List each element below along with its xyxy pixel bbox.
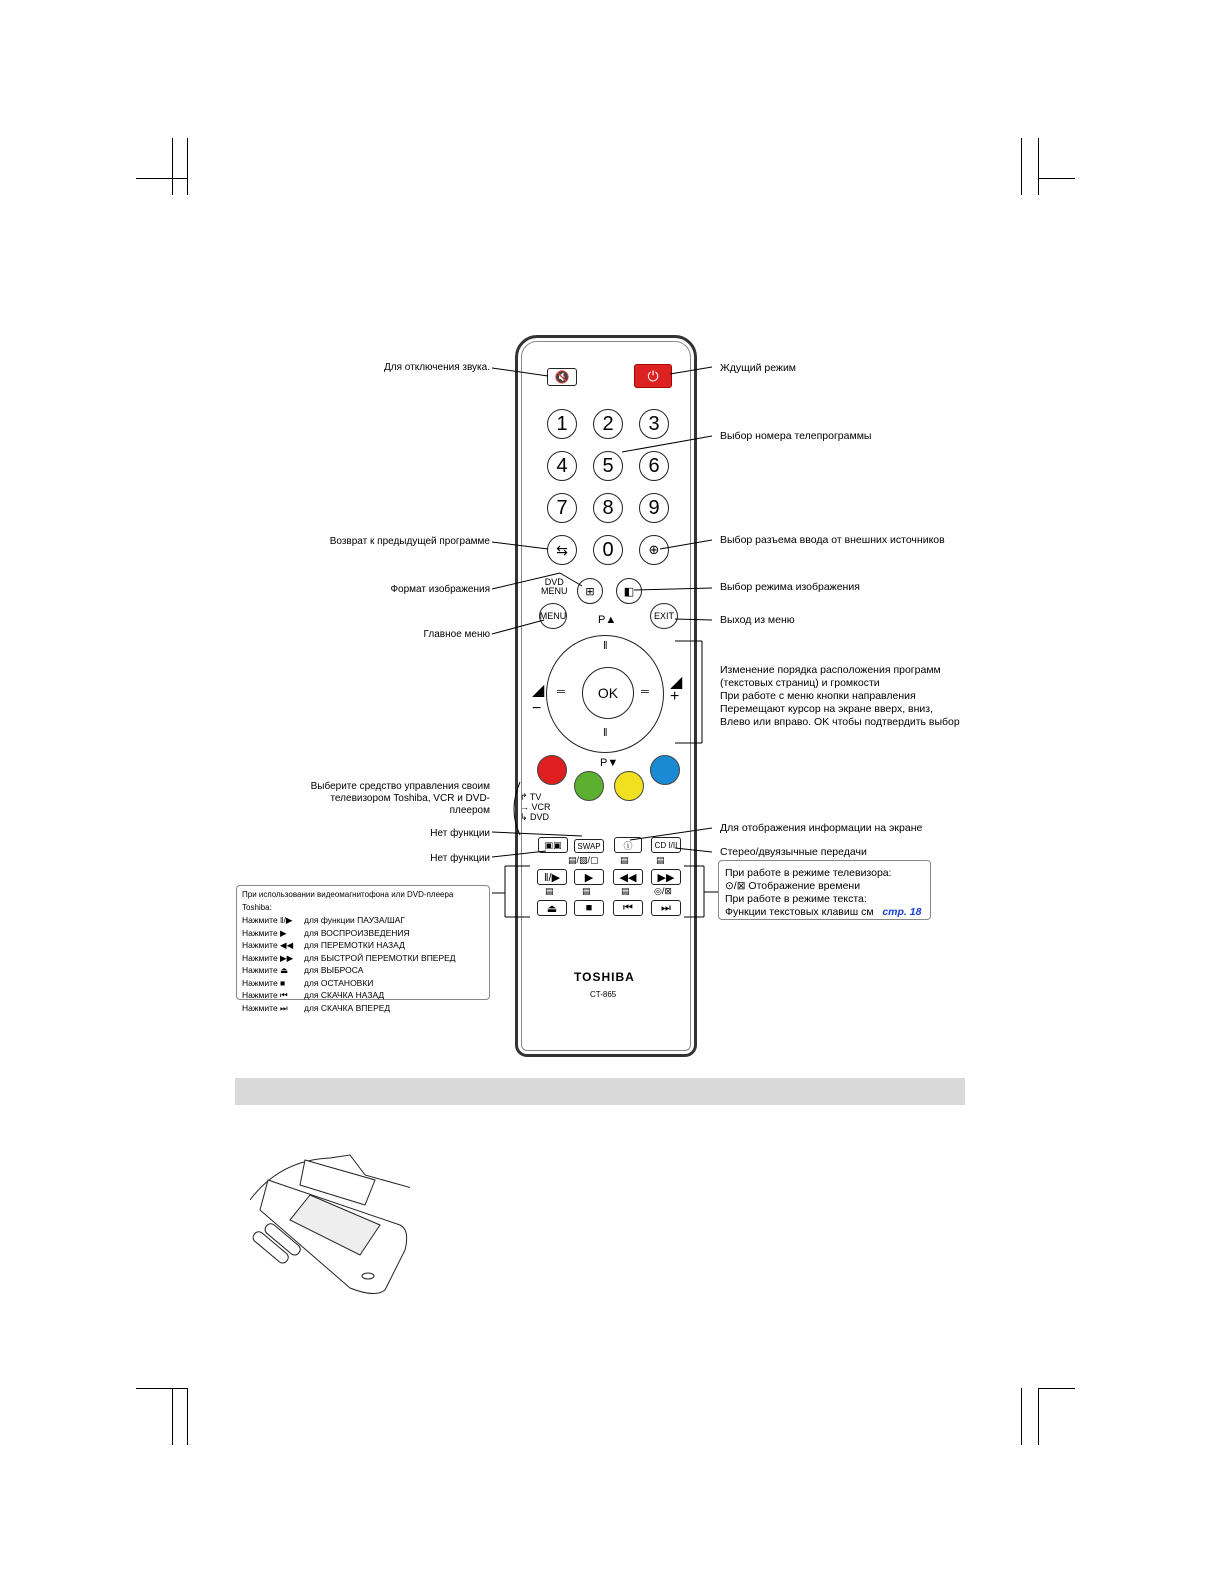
- text-icon: ◎/⊠: [654, 886, 672, 896]
- label-picture-mode: Выбор режима изображения: [720, 581, 860, 593]
- label-exit-menu: Выход из меню: [720, 614, 795, 626]
- vcr-box-title: При использовании видеомагнитофона или DVD-плеера Toshiba:: [242, 890, 454, 912]
- num-6-button[interactable]: 6: [639, 451, 669, 481]
- battery-illustration: [240, 1150, 410, 1295]
- vcr-row-func: для БЫСТРОЙ ПЕРЕМОТКИ ВПЕРЕД: [304, 952, 456, 963]
- tv-text-mode-box: [718, 860, 931, 920]
- power-icon: ⏻: [647, 367, 659, 384]
- text-icon: ▤: [620, 855, 629, 865]
- model-label: CT-865: [590, 990, 617, 999]
- nav-right-button[interactable]: ═: [641, 686, 649, 698]
- exit-button[interactable]: EXIT: [650, 603, 678, 629]
- p-up-label: P▲: [598, 614, 617, 626]
- vcr-row: [242, 1002, 484, 1015]
- vcr-row-func: для ОСТАНОВКИ: [304, 977, 374, 988]
- vcr-row: [242, 964, 484, 977]
- num-8-button[interactable]: 8: [593, 493, 623, 523]
- stereo-button[interactable]: CD I/II: [651, 837, 681, 853]
- eject-button[interactable]: ⏏: [537, 900, 567, 916]
- label-select-device: Выберите средство управления своим телевизором Toshiba, VCR и DVD- плеером: [310, 781, 490, 816]
- menu-button[interactable]: MENU: [539, 603, 567, 629]
- num-1-button[interactable]: 1: [547, 409, 577, 439]
- vcr-row: [242, 989, 484, 1002]
- swap-button[interactable]: SWAP: [574, 839, 604, 853]
- vcr-row-func: для ВОСПРОИЗВЕДЕНИЯ: [304, 927, 410, 938]
- brand-logo: TOSHIBA: [574, 970, 635, 984]
- num-9-button[interactable]: 9: [639, 493, 669, 523]
- vcr-row: [242, 977, 484, 990]
- label-no-function-1: Нет функции: [430, 828, 490, 839]
- text-icon: ▤: [656, 855, 665, 865]
- num-5-button[interactable]: 5: [593, 451, 623, 481]
- label-stereo: Стерео/двуязычные передачи: [720, 846, 867, 858]
- vcr-row-func: для функции ПАУЗА/ШАГ: [304, 915, 406, 925]
- info-button[interactable]: ⓘ: [614, 837, 642, 853]
- stop-button[interactable]: ■: [574, 900, 604, 916]
- vcr-row-press: Нажмите ⏭: [242, 1002, 288, 1013]
- label-main-menu: Главное меню: [423, 629, 490, 640]
- vcr-row-press: Нажмите ⏏: [242, 965, 289, 975]
- ok-button[interactable]: OK: [582, 667, 634, 719]
- input-button[interactable]: ⊕: [639, 535, 669, 565]
- text-icon: ▤: [621, 886, 630, 896]
- skip-back-button[interactable]: ⏮: [613, 900, 643, 916]
- tv-box-line: При работе в режиме телевизора:: [725, 867, 892, 879]
- text-icon: ▤: [582, 886, 591, 896]
- vcr-row: [242, 952, 484, 965]
- prev-program-button[interactable]: ⇆: [547, 535, 577, 565]
- text-mode-icons: ▤/▧/▢: [568, 855, 599, 865]
- mode-tv: ↱ TV: [520, 792, 542, 802]
- vcr-row-press: Нажмите ■: [242, 977, 286, 988]
- vcr-row: [242, 927, 484, 940]
- tv-box-line: При работе в режиме текста:: [725, 893, 867, 905]
- text-icon: ▤: [545, 886, 554, 896]
- vcr-row: [242, 939, 484, 952]
- vcr-row-press: Нажмите ▶▶: [242, 952, 294, 963]
- nav-left-button[interactable]: ═: [557, 686, 565, 698]
- num-3-button[interactable]: 3: [639, 409, 669, 439]
- label-navigation: Изменение порядка расположения программ (текстовых страниц) и громкости При работе с меню кнопки направления Перемещают курсор на экране вверх, вниз, Влево или вправо. OK чтобы подтвердить выбор: [720, 664, 960, 728]
- vol-down-label: ◢ −: [532, 682, 545, 717]
- num-0-button[interactable]: 0: [593, 535, 623, 565]
- p-down-label: P▼: [600, 757, 619, 769]
- pause-step-button[interactable]: ‖/▶: [537, 869, 567, 885]
- num-4-button[interactable]: 4: [547, 451, 577, 481]
- label-format: Формат изображения: [390, 584, 490, 595]
- nav-down-button[interactable]: ‖: [603, 727, 608, 739]
- mode-dvd: ↳ DVD: [520, 812, 550, 822]
- label-input: Выбор разъема ввода от внешних источников: [720, 534, 945, 546]
- mode-vcr: → VCR: [520, 802, 551, 812]
- vcr-row-press: Нажмите ◀◀: [242, 940, 294, 950]
- vcr-row-func: для СКАЧКА НАЗАД: [304, 990, 385, 1000]
- nav-up-button[interactable]: ‖: [603, 640, 608, 652]
- label-prev-program: Возврат к предыдущей программе: [329, 536, 490, 547]
- tv-box-line: ⊙/⊠ Отображение времени: [725, 880, 861, 892]
- picture-mode-button[interactable]: ◧: [616, 578, 642, 604]
- num-7-button[interactable]: 7: [547, 493, 577, 523]
- format-button[interactable]: ⊞: [577, 578, 603, 604]
- rewind-button[interactable]: ◀◀: [613, 869, 643, 885]
- vcr-row: [242, 914, 484, 927]
- vcr-row-func: для ПЕРЕМОТКИ НАЗАД: [304, 940, 405, 950]
- section-bar: [235, 1078, 965, 1105]
- dvd-menu-label: DVD MENU: [541, 577, 568, 596]
- vcr-row-press: Нажмите ‖/▶: [242, 915, 293, 925]
- mute-icon: 🔇: [554, 370, 570, 384]
- page-link[interactable]: стр. 18: [882, 906, 922, 918]
- label-mute: Для отключения звука.: [383, 362, 490, 373]
- vcr-row-func: для СКАЧКА ВПЕРЕД: [304, 1002, 391, 1013]
- label-program-number: Выбор номера телепрограммы: [720, 430, 872, 442]
- play-button[interactable]: ▶: [574, 869, 604, 885]
- fast-forward-button[interactable]: ▶▶: [651, 869, 681, 885]
- vcr-rows: [242, 914, 484, 1014]
- vcr-row-func: для ВЫБРОСА: [304, 965, 364, 975]
- pip-button[interactable]: ▣▣: [538, 837, 568, 853]
- vcr-row-press: Нажмите ▶: [242, 927, 287, 938]
- vcr-row-press: Нажмите ⏮: [242, 990, 288, 1000]
- vcr-dvd-box: [236, 885, 490, 1013]
- label-no-function-2: Нет функции: [430, 853, 490, 864]
- tv-box-line: Функции текстовых клавиш см стр. 18: [725, 906, 922, 918]
- label-standby: Ждущий режим: [720, 362, 797, 374]
- label-info: Для отображения информации на экране: [720, 822, 923, 834]
- vol-up-label: ◢ +: [670, 674, 683, 705]
- skip-forward-button[interactable]: ⏭: [651, 900, 681, 916]
- num-2-button[interactable]: 2: [593, 409, 623, 439]
